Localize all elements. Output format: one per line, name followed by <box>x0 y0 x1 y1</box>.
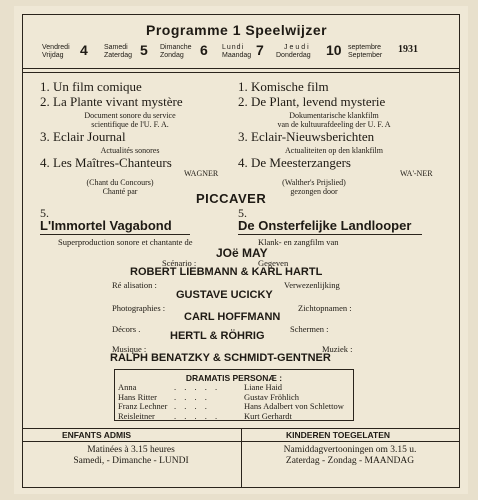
day-fr: Lundi <box>222 44 245 51</box>
cast-roles <box>118 383 167 421</box>
left-item-5-desc: Superproduction sonore et chantante de <box>58 237 193 247</box>
role-name: Anna <box>118 382 137 392</box>
matinee-line: Matinées à 3.15 heures <box>87 445 175 455</box>
designers-names: HERTL & RÖHRIG <box>170 330 265 342</box>
left-item-1: 1. Un film comique <box>40 79 142 94</box>
day-number: 4 <box>80 42 88 58</box>
month-fr: septembre <box>348 44 382 51</box>
role-name: Hans Ritter <box>118 391 157 402</box>
program-title: Programme 1 Speelwijzer <box>146 22 328 38</box>
header-divider <box>22 68 460 69</box>
day-number: 5 <box>140 42 148 58</box>
director-name: GUSTAVE UCICKY <box>176 289 273 301</box>
day-nl: Donderdag <box>276 52 311 59</box>
role-name: Franz Lechner <box>118 401 168 411</box>
singer-name: PICCAVER <box>196 191 267 206</box>
photo-label-nl: Zichtopnamen : <box>298 303 352 313</box>
day-nl: Zondag <box>160 52 184 59</box>
dramatis-title: DRAMATIS PERSONÆ : <box>185 373 283 383</box>
cast-leaders <box>174 383 220 421</box>
actor-name: Kurt Gerhardt <box>244 410 292 421</box>
dot-leader: . . . . <box>174 391 210 402</box>
day-number: 10 <box>326 42 342 58</box>
day-fr: Samedi <box>104 44 128 51</box>
right-item-5-desc: Klank- en zangfilm van <box>258 237 339 247</box>
day-label-fr-nl <box>104 44 132 60</box>
title-underline <box>238 234 422 235</box>
left-item-3: 3. Eclair Journal <box>40 129 126 144</box>
month-nl: September <box>348 52 383 59</box>
right-item-4-composer: WA'-NER <box>400 169 433 178</box>
desc-line: (Walther's Prijslied) <box>282 178 346 187</box>
footer-column-divider <box>241 428 242 487</box>
day-label-fr-nl <box>222 44 251 60</box>
left-item-4-composer: WAGNER <box>184 169 219 178</box>
right-item-2: 2. De Plant, levend mysterie <box>238 94 386 109</box>
role-name: Reisleitner <box>118 410 155 421</box>
photo-label-fr: Photographies : <box>112 303 166 313</box>
day-number: 7 <box>256 42 264 58</box>
year: 1931 <box>398 44 418 55</box>
desc-line: van de kultuurafdeeling der U. F. A <box>277 120 391 129</box>
right-item-1: 1. Komische film <box>238 79 329 94</box>
left-item-3-desc: Actualités sonores <box>100 146 160 155</box>
dot-leader: . . . . . <box>174 382 221 392</box>
header-divider <box>22 72 460 73</box>
desc-line: (Chant du Concours) <box>86 178 154 187</box>
left-item-4: 4. Les Maîtres-Chanteurs <box>40 155 172 170</box>
left-item-4-desc <box>70 178 170 196</box>
matinee-line: Zaterdag - Zondag - MAANDAG <box>285 456 415 466</box>
day-label-fr-nl <box>276 44 311 60</box>
month-label <box>348 44 382 60</box>
left-item-2: 2. La Plante vivant mystère <box>40 94 183 109</box>
desc-line: gezongen door <box>290 187 338 196</box>
music-label-nl: Muziek : <box>322 344 353 354</box>
right-item-5-title: De Onsterfelijke Landlooper <box>238 218 412 233</box>
desc-line: scientifique de l'U. F. A. <box>91 120 169 129</box>
desc-line: Dokumentarische klankfilm <box>289 111 379 120</box>
composers-names: RALPH BENATZKY & SCHMIDT-GENTNER <box>110 352 331 364</box>
desc-line: Document sonore du service <box>84 111 176 120</box>
producer-name: JOë MAY <box>216 246 268 260</box>
dot-leader: . . . . <box>174 401 210 411</box>
writers-names: ROBERT LIEBMANN & KARL HARTL <box>130 266 323 278</box>
left-item-5-title: L'Immortel Vagabond <box>40 218 172 233</box>
director-label-nl: Verwezenlijking <box>284 280 340 290</box>
music-label-fr: Musique : <box>112 344 147 354</box>
actor-name: Hans Adalbert von Schlettow <box>244 401 344 411</box>
day-number: 6 <box>200 42 208 58</box>
right-item-2-desc <box>254 111 414 129</box>
right-item-3-desc: Actualiteiten op den klankfilm <box>285 146 383 155</box>
left-item-2-desc <box>60 111 200 129</box>
children-admitted-nl: KINDEREN TOEGELATEN <box>286 430 391 440</box>
day-nl: Vrijdag <box>42 52 64 59</box>
scenario-label-fr: Scénario : <box>162 258 197 268</box>
actor-name: Liane Haid <box>244 382 282 392</box>
left-item-5-number: 5. <box>40 206 49 220</box>
right-item-3: 3. Eclair-Nieuwsberichten <box>238 129 375 144</box>
day-nl: Maandag <box>222 52 252 59</box>
day-nl: Zaterdag <box>104 52 133 59</box>
photographer-name: CARL HOFFMANN <box>184 311 281 323</box>
decor-label-fr: Décors . <box>112 324 141 334</box>
children-admitted-fr: ENFANTS ADMIS <box>62 430 132 440</box>
right-item-4: 4. De Meesterzangers <box>238 155 351 170</box>
director-label-fr: Ré alisation : <box>112 280 157 290</box>
matinee-nl <box>252 445 448 467</box>
decor-label-nl: Schermen : <box>290 324 329 334</box>
day-fr: Dimanche <box>160 44 192 51</box>
desc-line: Chanté par <box>102 187 138 196</box>
title-underline <box>40 234 190 235</box>
day-fr: Vendredi <box>42 44 70 51</box>
cast-actors <box>244 383 344 421</box>
right-item-5-number: 5. <box>238 206 247 220</box>
matinee-line: Namiddagvertooningen om 3.15 u. <box>283 445 417 455</box>
right-item-4-desc <box>264 178 364 196</box>
day-label-fr-nl <box>42 44 70 60</box>
scenario-label-nl: Gegeven <box>258 258 289 268</box>
matinee-line: Samedi, - Dimanche - LUNDI <box>73 456 189 466</box>
day-fr: Jeudi <box>284 44 311 51</box>
matinee-fr <box>36 445 226 467</box>
day-label-fr-nl <box>160 44 192 60</box>
dot-leader: . . . . . <box>174 410 221 421</box>
actor-name: Gustav Fröhlich <box>244 391 300 402</box>
